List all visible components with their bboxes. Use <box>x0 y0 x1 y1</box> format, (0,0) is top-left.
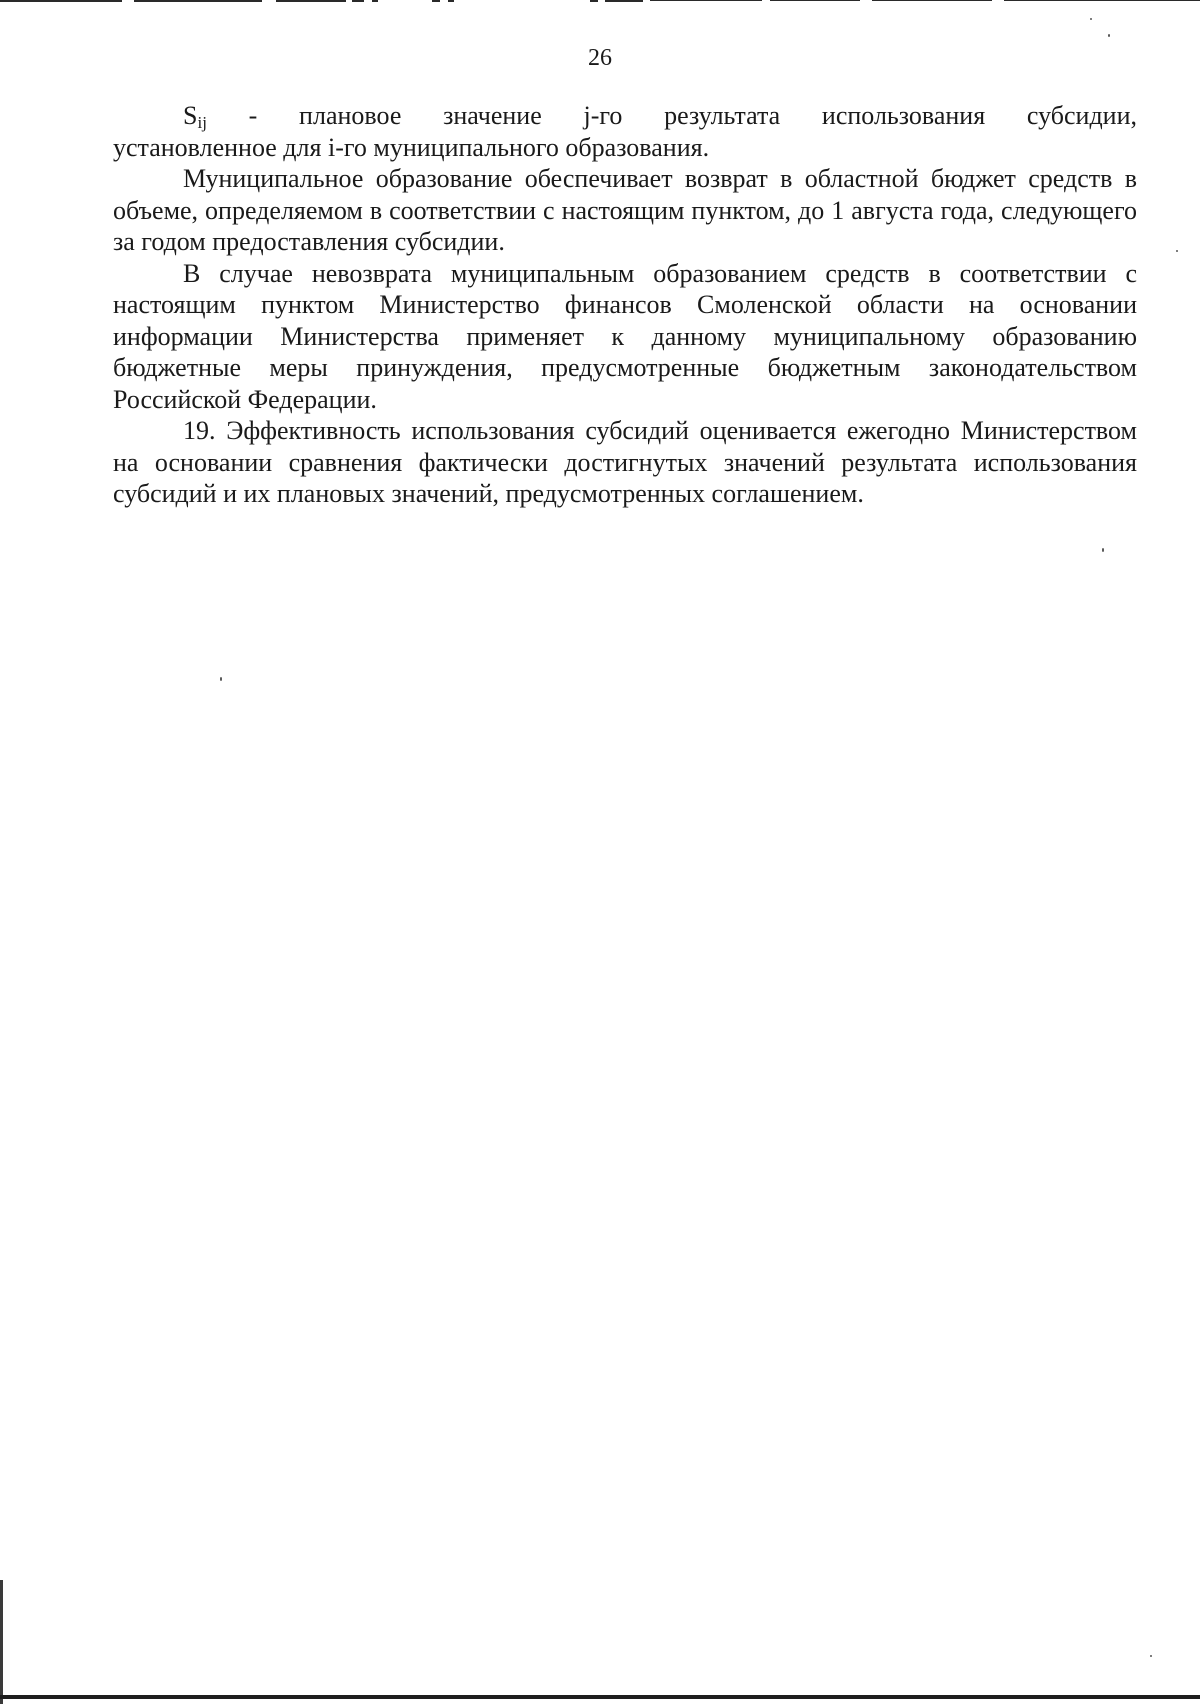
document-body <box>113 100 1137 510</box>
scan-speck <box>1108 34 1110 37</box>
paragraph-1-first-line: - плановое значение j-го результата использования субсидии, <box>206 101 1137 130</box>
scan-left-edge <box>0 1580 3 1704</box>
scan-speck <box>220 677 222 681</box>
scan-speck <box>1090 18 1092 20</box>
scan-speck <box>1150 1655 1152 1657</box>
scan-speck <box>1176 250 1178 252</box>
page-number: 26 <box>588 45 612 71</box>
scan-bottom-edge <box>0 1695 1200 1699</box>
symbol-s: S <box>183 101 198 130</box>
scan-top-edge <box>0 0 1200 4</box>
paragraph-sij-definition <box>113 100 1137 163</box>
paragraph-efficiency-assessment: 19. Эффективность использования субсидий оценивается ежегодно Министерством на основании сравнения фактически достигнутых значений результата использования субсидий и их плановых значений, предусмотренных соглашением. <box>113 416 1137 508</box>
paragraph-enforcement-measures: В случае невозврата муниципальным образованием средств в соответствии с настоящим пунктом Министерство финансов Смоленской области на основании информации Министерства применяет к данному муниципальному образованию бюджетные меры принуждения, предусмотренные бюджетным законодательством Российской Федерации. <box>113 258 1137 414</box>
symbol-subscript: ij <box>197 113 207 132</box>
paragraph-refund-obligation: Муниципальное образование обеспечивает возврат в областной бюджет средств в объеме, определяемом в соответствии с настоящим пунктом, до 1 августа года, следующего за годом предоставления субсидии. <box>113 164 1137 256</box>
paragraph-1-continuation: установленное для i-го муниципального образования. <box>113 132 710 162</box>
scan-speck <box>1102 548 1104 552</box>
